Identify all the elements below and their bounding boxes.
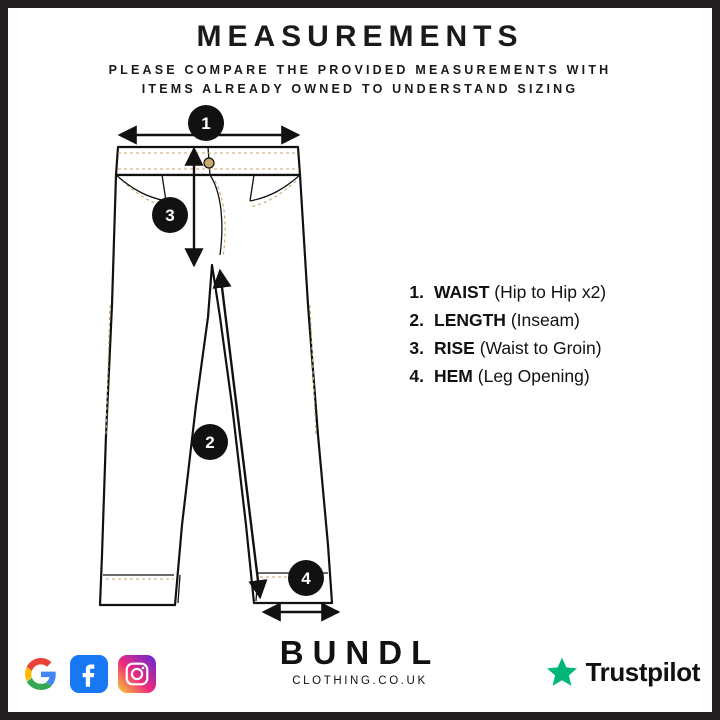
legend-number-4: 4. <box>409 366 424 386</box>
legend-item-length <box>398 310 698 331</box>
callout-4 <box>288 560 324 596</box>
callout-1 <box>188 105 224 141</box>
legend-item-hem <box>398 366 698 387</box>
brand-domain: CLOTHING.CO.UK <box>292 675 428 687</box>
callout-3 <box>152 197 188 233</box>
legend-number-3: 3. <box>409 338 424 358</box>
legend-detail-2: (Inseam) <box>510 310 580 330</box>
jeans-outline <box>100 147 332 605</box>
legend-detail-3: (Waist to Groin) <box>479 338 602 358</box>
social-links <box>22 655 156 693</box>
callout-1-label: 1 <box>201 114 211 133</box>
legend-name-2: LENGTH <box>434 310 506 330</box>
trustpilot-label: Trustpilot <box>585 656 700 687</box>
jeans-diagram <box>70 105 400 635</box>
callout-2-label: 2 <box>205 433 215 452</box>
legend-item-rise <box>398 338 698 359</box>
legend-number-2: 2. <box>409 310 424 330</box>
instagram-icon[interactable] <box>118 655 156 693</box>
legend-name-4: HEM <box>434 366 473 386</box>
header <box>0 20 720 100</box>
legend-detail-4: (Leg Opening) <box>477 366 590 386</box>
legend-name-3: RISE <box>434 338 475 358</box>
measurement-legend <box>398 282 698 394</box>
facebook-icon[interactable] <box>70 655 108 693</box>
subtitle-line-1: PLEASE COMPARE THE PROVIDED MEASUREMENTS WITH <box>108 63 612 77</box>
trustpilot-star-icon <box>545 655 579 689</box>
brand-name: BUNDL <box>279 634 441 671</box>
legend-name-1: WAIST <box>434 282 490 302</box>
page-title: MEASUREMENTS <box>196 20 524 53</box>
subtitle-line-2: ITEMS ALREADY OWNED TO UNDERSTAND SIZING <box>141 82 579 97</box>
legend-detail-1: (Hip to Hip x2) <box>494 282 607 302</box>
callout-3-label: 3 <box>165 206 175 225</box>
legend-item-waist <box>398 282 698 303</box>
google-icon[interactable] <box>22 655 60 693</box>
callout-4-label: 4 <box>301 569 311 588</box>
trustpilot-badge[interactable] <box>545 655 700 689</box>
legend-number-1: 1. <box>409 282 424 302</box>
jeans-button <box>204 158 214 168</box>
callout-2 <box>192 424 228 460</box>
page-subtitle <box>40 61 680 100</box>
